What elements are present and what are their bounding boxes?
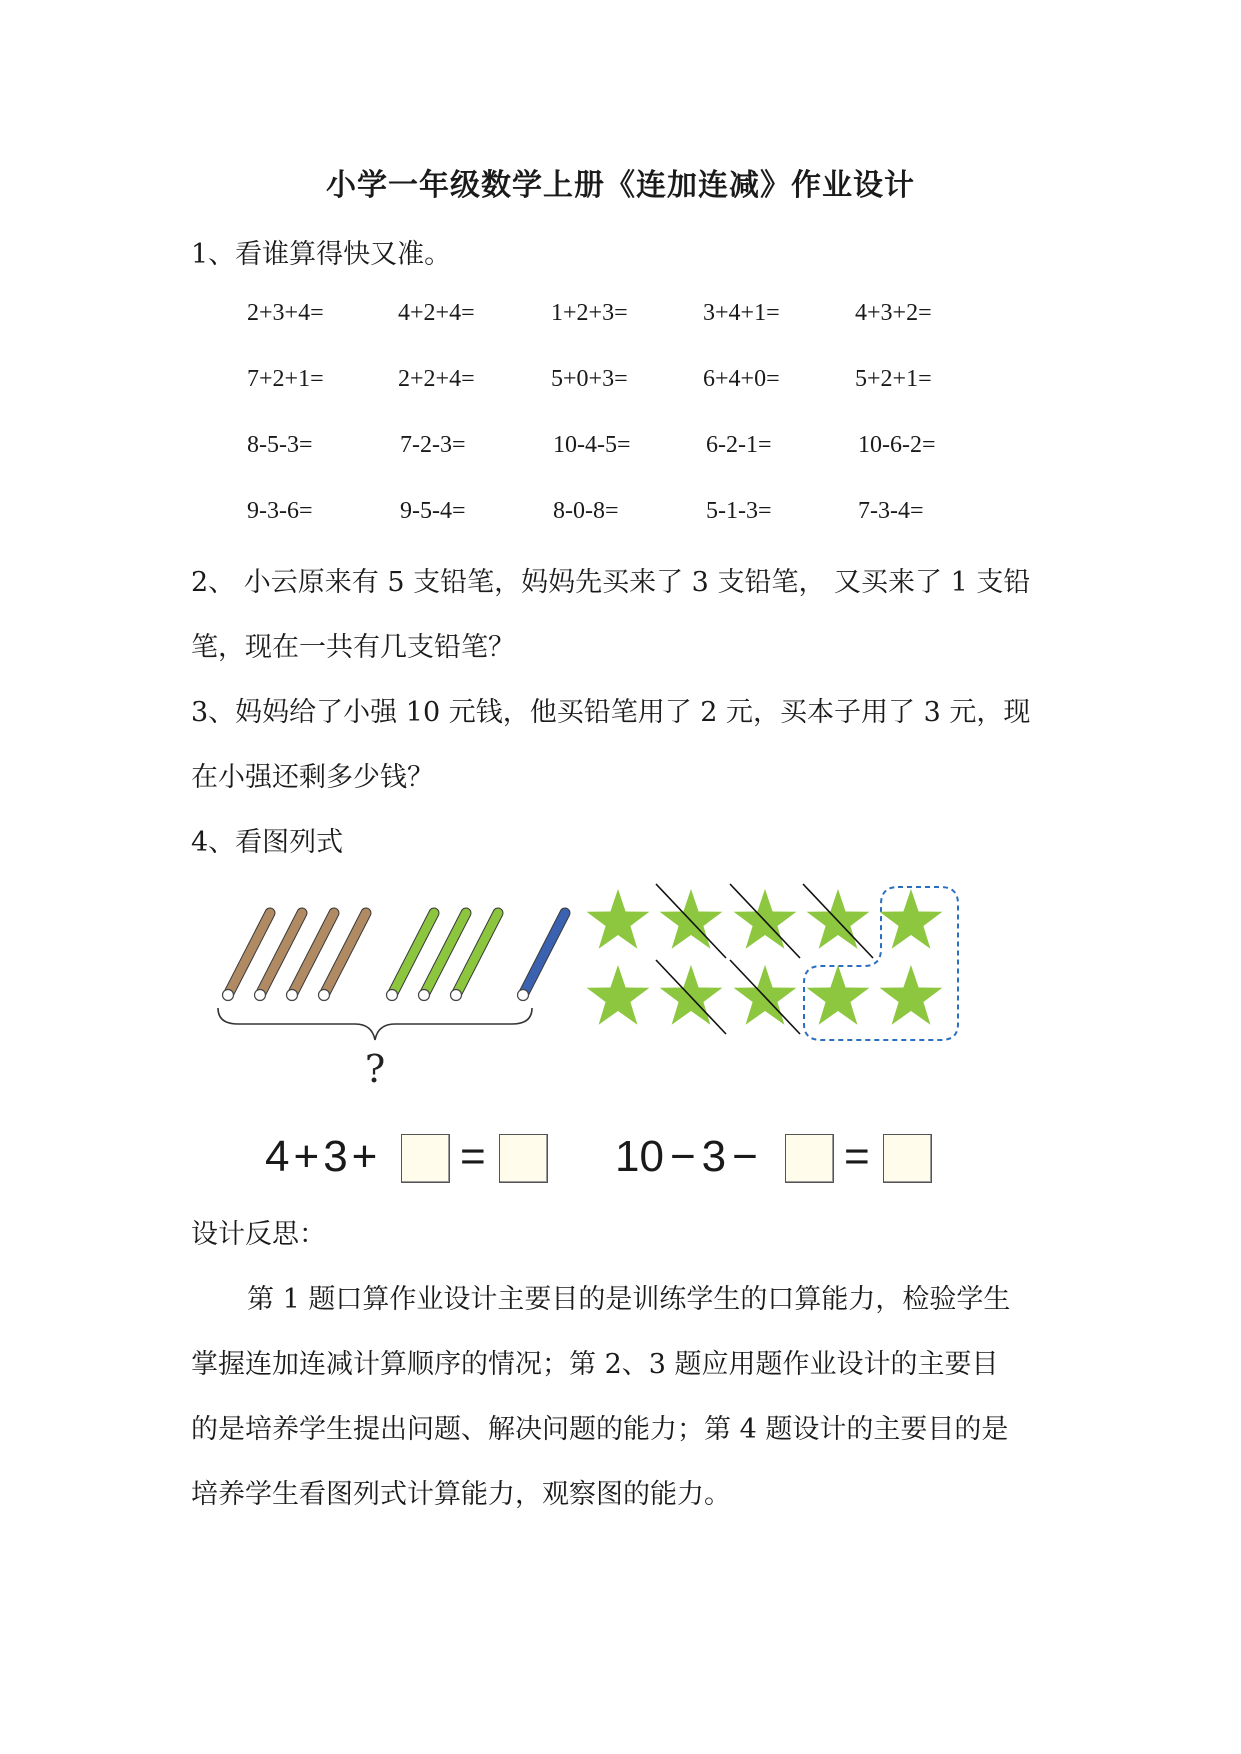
stick-brown xyxy=(255,913,303,1001)
eq2-op1: − xyxy=(669,1132,696,1181)
answer-box[interactable] xyxy=(401,1134,450,1183)
reflection-heading: 设计反思： xyxy=(191,1219,326,1250)
eq1-op1: + xyxy=(293,1132,320,1181)
calc-item: 7+2+1= xyxy=(247,366,324,392)
stick-blue xyxy=(518,913,566,1001)
calc-item: 2+2+4= xyxy=(398,366,475,392)
stick-green xyxy=(419,913,467,1001)
stick-brown xyxy=(319,913,367,1001)
q4-heading: 4、看图列式 xyxy=(191,827,344,858)
eq2-num-b: 3 xyxy=(701,1132,727,1181)
calc-item: 10-4-5= xyxy=(553,432,631,458)
reflection-line: 掌握连加连减计算顺序的情况；第 2、3 题应用题作业设计的主要目 xyxy=(191,1349,999,1380)
q3-line2: 在小强还剩多少钱？ xyxy=(191,762,434,793)
calc-item: 7-3-4= xyxy=(858,498,924,524)
cross-line xyxy=(656,884,726,958)
calc-item: 2+3+4= xyxy=(247,300,324,326)
calc-item: 4+3+2= xyxy=(855,300,932,326)
answer-box[interactable] xyxy=(883,1134,932,1183)
equation-1 xyxy=(265,1132,377,1182)
sticks-group xyxy=(223,913,566,1001)
q1-heading: 1、看谁算得快又准。 xyxy=(191,239,452,270)
reflection-line: 培养学生看图列式计算能力，观察图的能力。 xyxy=(191,1479,731,1510)
eq1-equals: = xyxy=(460,1132,486,1181)
calc-item: 6+4+0= xyxy=(703,366,780,392)
calc-item: 5+2+1= xyxy=(855,366,932,392)
cross-line xyxy=(730,884,800,958)
calc-item: 5-1-3= xyxy=(706,498,772,524)
calc-item: 7-2-3= xyxy=(400,432,466,458)
star xyxy=(880,965,943,1025)
calc-item: 3+4+1= xyxy=(703,300,780,326)
calc-item: 1+2+3= xyxy=(551,300,628,326)
eq1-num-b: 3 xyxy=(323,1132,348,1181)
eq2-num-a: 10 xyxy=(615,1132,664,1181)
calc-item: 9-5-4= xyxy=(400,498,466,524)
eq2-op2: − xyxy=(732,1132,758,1181)
stick-green xyxy=(451,913,499,1001)
q3-line1: 3、妈妈给了小强 10 元钱，他买铅笔用了 2 元，买本子用了 3 元，现 xyxy=(191,697,1031,728)
cross-line xyxy=(656,960,726,1034)
dashed-outline xyxy=(804,887,958,1040)
calc-item: 10-6-2= xyxy=(858,432,936,458)
stick-brown xyxy=(223,913,271,1001)
star-crossed xyxy=(660,889,723,949)
star xyxy=(807,965,870,1025)
calc-item: 4+2+4= xyxy=(398,300,475,326)
q2-line1: 2、 小云原来有 5 支铅笔，妈妈先买来了 3 支铅笔， 又买来了 1 支铅 xyxy=(191,567,1031,598)
star-crossed xyxy=(734,965,797,1025)
star xyxy=(880,889,943,949)
answer-box[interactable] xyxy=(785,1134,834,1183)
calc-item: 6-2-1= xyxy=(706,432,772,458)
eq1-op2: + xyxy=(351,1132,378,1181)
cross-line xyxy=(730,960,800,1034)
calc-item: 9-3-6= xyxy=(247,498,313,524)
calc-item: 8-5-3= xyxy=(247,432,313,458)
q2-line2: 笔，现在一共有几支铅笔？ xyxy=(191,632,515,663)
stick-brown xyxy=(287,913,335,1001)
eq1-num-a: 4 xyxy=(265,1132,290,1181)
star xyxy=(587,965,650,1025)
cross-line xyxy=(803,884,873,958)
stick-green xyxy=(387,913,435,1001)
star xyxy=(587,889,650,949)
star-crossed xyxy=(734,889,797,949)
stars-group xyxy=(587,884,943,1034)
page-title: 小学一年级数学上册《连加连减》作业设计 xyxy=(326,168,915,203)
star-crossed xyxy=(660,965,723,1025)
calc-item: 8-0-8= xyxy=(553,498,619,524)
answer-box[interactable] xyxy=(499,1134,548,1183)
eq2-equals: = xyxy=(844,1132,870,1181)
question-mark: ? xyxy=(364,1047,386,1091)
calc-item: 5+0+3= xyxy=(551,366,628,392)
reflection-line: 的是培养学生提出问题、解决问题的能力；第 4 题设计的主要目的是 xyxy=(191,1414,1009,1445)
equation-2 xyxy=(615,1132,758,1182)
star-crossed xyxy=(807,889,870,949)
curly-brace xyxy=(218,1008,532,1040)
reflection-line: 第 1 题口算作业设计主要目的是训练学生的口算能力，检验学生 xyxy=(247,1284,1011,1315)
